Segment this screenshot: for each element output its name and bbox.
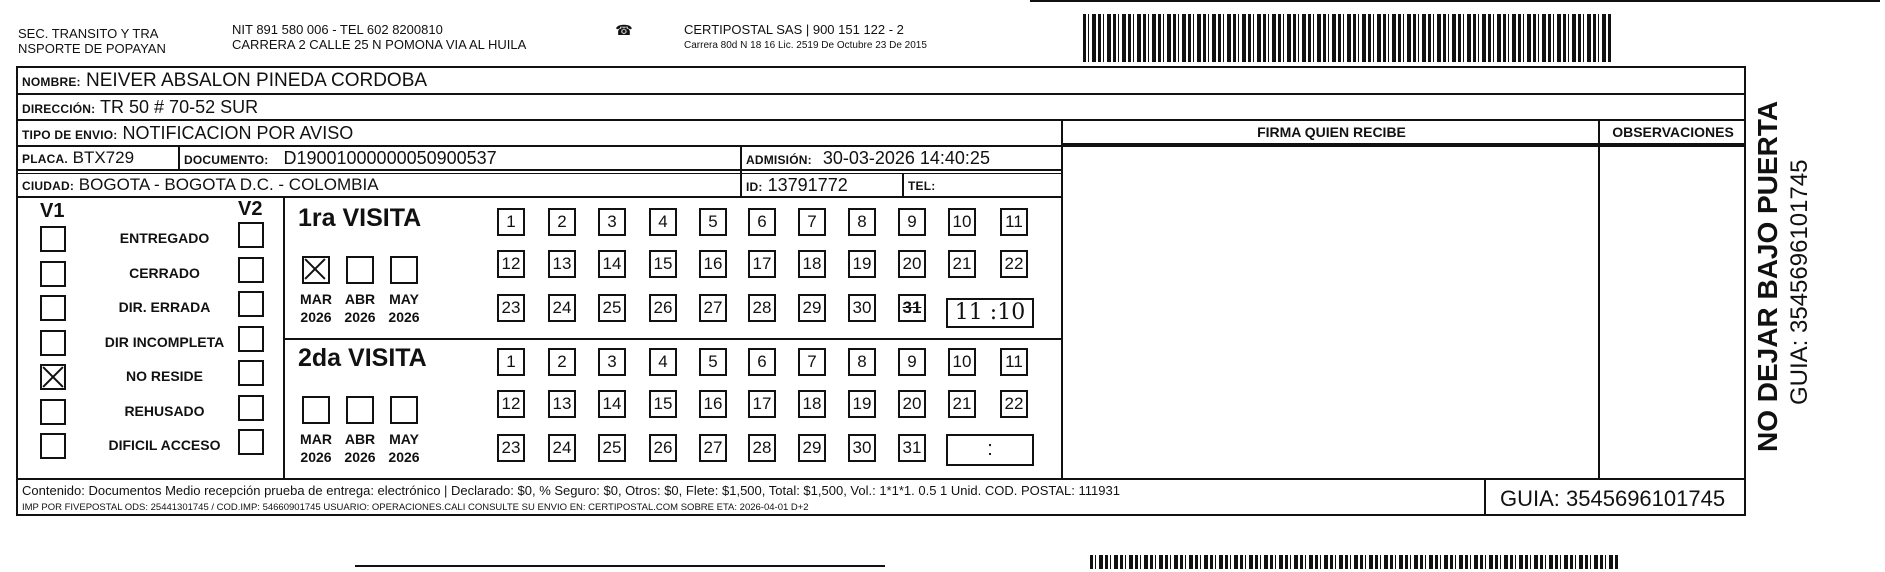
visit1-month-label: MAY (389, 291, 419, 307)
v1-checkbox[interactable] (40, 295, 66, 321)
visit1-day-12[interactable]: 12 (497, 250, 525, 278)
recipient-address: TR 50 # 70-52 SUR (100, 97, 259, 117)
visit2-day-27[interactable]: 27 (699, 434, 727, 462)
status-label: DIFICIL ACCESO (108, 437, 221, 453)
plate-value: BTX729 (72, 148, 135, 167)
visit2-day-20[interactable]: 20 (898, 390, 926, 418)
v2-header: V2 (238, 198, 263, 220)
row-divider (16, 173, 1061, 174)
visit2-day-2[interactable]: 2 (548, 348, 576, 376)
visit1-month-checkbox[interactable] (390, 256, 418, 284)
visit2-day-21[interactable]: 21 (948, 390, 976, 418)
visit1-day-8[interactable]: 8 (848, 208, 876, 236)
license-line: Carrera 80d N 18 16 Lic. 2519 De Octubre 23 De 2015 (684, 40, 927, 51)
visit2-day-18[interactable]: 18 (798, 390, 826, 418)
visit1-day-20[interactable]: 20 (898, 250, 926, 278)
signature-left-border (1061, 145, 1063, 478)
visit2-day-14[interactable]: 14 (598, 390, 626, 418)
visit1-month-checkbox[interactable] (346, 256, 374, 284)
visit2-year-label: 2026 (300, 449, 332, 465)
address-line: CARRERA 2 CALLE 25 N POMONA VIA AL HUILA (232, 37, 527, 52)
address-label: DIRECCIÓN: (22, 102, 96, 116)
visit2-month-label: MAR (300, 431, 332, 447)
visit2-year-label: 2026 (388, 449, 420, 465)
visit1-day-13[interactable]: 13 (548, 250, 576, 278)
id-value: 13791772 (767, 175, 848, 195)
v2-checkbox[interactable] (238, 429, 264, 455)
content-line: Contenido: Documentos Medio recepción prueba de entrega: electrónico | Declarado: $0, % Seguro: $0, Otros: $0, Flete: $1,500, Total: $1,500, Vol.: 1*1*1. 0.5 1 Unid. COD. POSTAL: 111931 (22, 483, 1120, 498)
row-divider (16, 196, 1061, 198)
city-row (22, 175, 379, 195)
v1-checkbox[interactable] (40, 330, 66, 356)
admission-value: 30-03-2026 14:40:25 (822, 148, 990, 168)
name-row (22, 70, 427, 92)
visit2-month-label: ABR (344, 431, 376, 447)
visit2-title: 2da VISITA (298, 344, 427, 372)
v1-checkbox[interactable] (40, 226, 66, 252)
admission-divider (740, 145, 742, 196)
v1-checkbox[interactable] (40, 399, 66, 425)
visit1-day-23[interactable]: 23 (497, 294, 525, 322)
certipostal-block (684, 22, 927, 52)
visit2-day-1[interactable]: 1 (497, 348, 525, 376)
visit1-day-18[interactable]: 18 (798, 250, 826, 278)
visit1-day-21[interactable]: 21 (948, 250, 976, 278)
signature-header: FIRMA QUIEN RECIBE (1257, 124, 1406, 140)
visit1-day-26[interactable]: 26 (649, 294, 677, 322)
visit1-day-15[interactable]: 15 (649, 250, 677, 278)
observations-header: OBSERVACIONES (1612, 124, 1734, 140)
nit-block (232, 22, 526, 52)
status-label: CERRADO (129, 264, 200, 281)
visit2-day-11[interactable]: 11 (1000, 348, 1028, 376)
visit1-day-28[interactable]: 28 (748, 294, 776, 322)
status-label: DIR INCOMPLETA (104, 333, 225, 350)
visit1-day-25[interactable]: 25 (598, 294, 626, 322)
visit1-day-3[interactable]: 3 (598, 208, 626, 236)
visit2-day-19[interactable]: 19 (848, 390, 876, 418)
signature-header-left (1061, 119, 1063, 145)
status-divider (283, 196, 285, 478)
visit1-day-16[interactable]: 16 (699, 250, 727, 278)
row-divider (16, 169, 1061, 171)
visit2-day-23[interactable]: 23 (497, 434, 525, 462)
shipment-type: NOTIFICACION POR AVISO (122, 123, 354, 143)
visit1-month-label: MAR (300, 291, 332, 307)
visit2-day-12[interactable]: 12 (497, 390, 525, 418)
type-label: TIPO DE ENVIO: (22, 128, 118, 142)
recipient-name: NEIVER ABSALON PINEDA CORDOBA (86, 70, 428, 91)
visit1-day-2[interactable]: 2 (548, 208, 576, 236)
visit2-day-26[interactable]: 26 (649, 434, 677, 462)
visit2-month-checkbox[interactable] (390, 396, 418, 424)
top-barcode (1083, 14, 1613, 62)
visit1-day-7[interactable]: 7 (798, 208, 826, 236)
visit-divider (283, 338, 1061, 340)
v2-checkbox[interactable] (238, 395, 264, 421)
visit1-day-31[interactable]: 31 (898, 294, 926, 322)
row-divider (16, 145, 1746, 147)
visit1-day-10[interactable]: 10 (948, 208, 976, 236)
visit1-time: 11 :10 (946, 298, 1034, 328)
plate-divider (178, 145, 180, 169)
city-value: BOGOTA - BOGOTA D.C. - COLOMBIA (78, 175, 379, 194)
visit1-month-checkbox[interactable] (302, 256, 330, 284)
admission-label: ADMISIÓN: (746, 153, 812, 167)
nit-line: NIT 891 580 006 - TEL 602 8200810 (232, 22, 443, 37)
visit2-day-17[interactable]: 17 (748, 390, 776, 418)
tel-divider (902, 173, 904, 196)
name-label: NOMBRE: (22, 75, 81, 89)
plate-label: PLACA. (22, 152, 68, 166)
row-divider (16, 119, 1746, 121)
visit1-day-9[interactable]: 9 (898, 208, 926, 236)
visit1-day-29[interactable]: 29 (798, 294, 826, 322)
certipostal-logo-icon: ☎ (615, 22, 633, 38)
visit2-day-7[interactable]: 7 (798, 348, 826, 376)
visit2-time: : (946, 434, 1034, 466)
visit2-day-30[interactable]: 30 (848, 434, 876, 462)
v2-checkbox[interactable] (238, 291, 264, 317)
v2-checkbox[interactable] (238, 360, 264, 386)
visit1-day-22[interactable]: 22 (1000, 250, 1028, 278)
visit2-day-3[interactable]: 3 (598, 348, 626, 376)
visit1-day-11[interactable]: 11 (1000, 208, 1028, 236)
status-label: ENTREGADO (119, 230, 210, 246)
visit1-day-1[interactable]: 1 (497, 208, 525, 236)
top-edge-line (1030, 0, 1880, 2)
visit1-day-17[interactable]: 17 (748, 250, 776, 278)
v2-checkbox[interactable] (238, 257, 264, 283)
visit2-day-24[interactable]: 24 (548, 434, 576, 462)
visit2-year-label: 2026 (344, 449, 376, 465)
status-label: DIR. ERRADA (118, 299, 211, 315)
address-row (22, 97, 258, 118)
v2-checkbox[interactable] (238, 326, 264, 352)
sender-line-1: SEC. TRANSITO Y TRA (18, 26, 159, 41)
id-row (746, 175, 848, 196)
visit1-year-label: 2026 (388, 309, 420, 325)
visit2-month-label: MAY (389, 431, 419, 447)
visit2-day-28[interactable]: 28 (748, 434, 776, 462)
v2-checkbox[interactable] (238, 222, 264, 248)
imp-line: IMP POR FIVEPOSTAL ODS: 25441301745 / COD.IMP: 54660901745 USUARIO: OPERACIONES.CALI CONSULTE SU ENVIO EN: CERTIPOSTAL.COM SOBRE ETA: 2026-04-01 D+2 (22, 502, 809, 513)
visit1-day-6[interactable]: 6 (748, 208, 776, 236)
do-not-leave-under-door: NO DEJAR BAJO PUERTA (1752, 100, 1783, 452)
visit1-day-14[interactable]: 14 (598, 250, 626, 278)
city-label: CIUDAD: (22, 179, 75, 193)
v1-header: V1 (40, 200, 65, 222)
visit2-day-16[interactable]: 16 (699, 390, 727, 418)
header-underline (1061, 143, 1746, 145)
visit2-day-31[interactable]: 31 (898, 434, 926, 462)
sender-block (18, 26, 166, 56)
visit1-day-5[interactable]: 5 (699, 208, 727, 236)
visit1-day-30[interactable]: 30 (848, 294, 876, 322)
visit1-day-24[interactable]: 24 (548, 294, 576, 322)
bottom-barcode (1090, 555, 1620, 569)
visit1-month-label: ABR (344, 291, 376, 307)
v1-checkbox[interactable] (40, 433, 66, 459)
visit1-title: 1ra VISITA (298, 204, 422, 232)
certipostal-line: CERTIPOSTAL SAS | 900 151 122 - 2 (684, 22, 904, 37)
visit2-month-checkbox[interactable] (302, 396, 330, 424)
visit1-year-label: 2026 (344, 309, 376, 325)
visit2-day-22[interactable]: 22 (1000, 390, 1028, 418)
visit2-day-10[interactable]: 10 (948, 348, 976, 376)
plate-row (22, 148, 134, 168)
sender-line-2: NSPORTE DE POPAYAN (18, 41, 166, 56)
document-value: D19001000000050900537 (283, 148, 497, 168)
visit1-year-label: 2026 (300, 309, 332, 325)
visit2-month-checkbox[interactable] (346, 396, 374, 424)
row-divider (16, 93, 1746, 95)
type-row (22, 123, 353, 144)
guia-box: GUIA: 3545696101745 (1500, 486, 1726, 511)
visit2-day-8[interactable]: 8 (848, 348, 876, 376)
visit2-day-5[interactable]: 5 (699, 348, 727, 376)
document-row (184, 148, 497, 169)
admission-row (746, 148, 990, 169)
visit1-day-19[interactable]: 19 (848, 250, 876, 278)
side-guia: GUIA: 3545696101745 (1786, 159, 1813, 405)
status-label: REHUSADO (124, 402, 205, 419)
visit2-day-13[interactable]: 13 (548, 390, 576, 418)
visit2-day-29[interactable]: 29 (798, 434, 826, 462)
tel-label: TEL: (908, 179, 936, 193)
v1-checkbox[interactable] (40, 364, 66, 390)
document-label: DOCUMENTO: (184, 153, 269, 167)
visit2-day-4[interactable]: 4 (649, 348, 677, 376)
visit1-day-4[interactable]: 4 (649, 208, 677, 236)
footer-divider (16, 478, 1746, 480)
id-label: ID: (746, 180, 763, 194)
tel-row (908, 177, 935, 195)
visit2-day-9[interactable]: 9 (898, 348, 926, 376)
visit1-day-27[interactable]: 27 (699, 294, 727, 322)
observations-left-border (1598, 119, 1600, 478)
v1-checkbox[interactable] (40, 261, 66, 287)
bottom-edge-line (355, 565, 885, 567)
visit2-day-15[interactable]: 15 (649, 390, 677, 418)
visit2-day-25[interactable]: 25 (598, 434, 626, 462)
visit2-day-6[interactable]: 6 (748, 348, 776, 376)
status-label: NO RESIDE (125, 368, 203, 384)
guia-box-divider (1484, 480, 1486, 516)
